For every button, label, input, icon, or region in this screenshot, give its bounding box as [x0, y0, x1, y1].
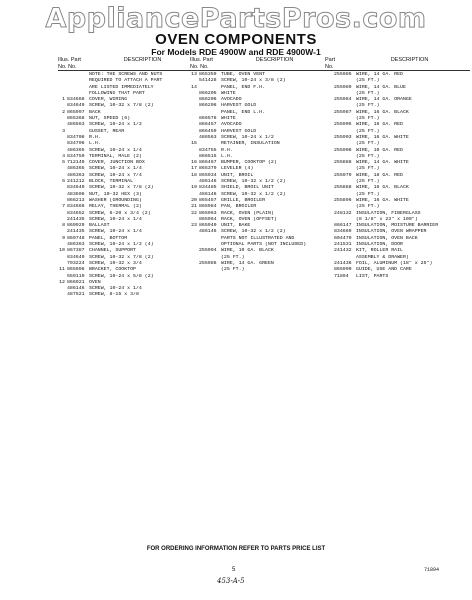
part-number: 865934	[199, 172, 217, 178]
part-description: WIRE, 14 GA. WHITE	[356, 160, 409, 166]
part-description: SCREW, 10-24 x 1/4	[89, 166, 142, 172]
part-number: 241435	[67, 229, 85, 235]
part-description: WIRE, 18 GA. RED	[356, 172, 403, 178]
part-number: 834669	[334, 229, 352, 235]
part-number: 486363	[67, 242, 85, 248]
part-description: (25 FT.)	[221, 267, 245, 273]
part-description: WHITE	[221, 90, 236, 96]
part-description: (25 FT.)	[356, 141, 380, 147]
part-description: FOIL, ALUMINUM (18" x 25")	[356, 260, 433, 266]
part-description: HARVEST GOLD	[221, 103, 257, 109]
illus-number: 1	[62, 97, 65, 103]
illus-number: 2	[62, 109, 65, 115]
illus-number	[190, 267, 199, 273]
part-description: INSULATION, MOISTURE BARRIER	[356, 223, 439, 229]
part-description: PAN, BROILER	[221, 204, 257, 210]
part-number: 866467	[199, 160, 217, 166]
illus-number: 10	[59, 248, 65, 254]
part-number: 865984	[199, 204, 217, 210]
part-number: 255888	[334, 160, 352, 166]
part-number: 255906	[334, 147, 352, 153]
part-number: 834649	[67, 185, 85, 191]
part-number: 255986	[199, 260, 217, 266]
part-number: 834485	[199, 185, 217, 191]
part-description: SCREW, 10-32 x 3/4	[89, 260, 142, 266]
description-header: DESCRIPTION	[390, 57, 429, 63]
part-number: 486563	[67, 122, 85, 128]
part-number: 604470	[334, 235, 352, 241]
part-description: SCREW, 10-32 x 1/2 (2)	[221, 191, 286, 197]
ill-part-header: Illus. Part No. No.	[190, 57, 213, 70]
part-number: 865940	[199, 223, 217, 229]
part-description: (25 FT.)	[356, 78, 380, 84]
part-number: 834666	[67, 204, 85, 210]
part-description: (25 FT.)	[356, 179, 380, 185]
part-description: L.H.	[221, 153, 233, 159]
part-description: BALLAST	[89, 223, 110, 229]
description-header: DESCRIPTION	[123, 57, 162, 63]
part-description: BUMPER, COOKTOP (2)	[221, 160, 277, 166]
part-description: WIRE, 16 GA. WHITE	[356, 134, 409, 140]
illus-number: 23	[191, 223, 197, 229]
illus-number: 17	[191, 166, 197, 172]
part-number: 483608	[67, 191, 85, 197]
part-description: WHITE	[221, 116, 236, 122]
illus-number: 8	[62, 223, 65, 229]
part-number: 865359	[199, 72, 217, 77]
part-description: (25 FT.)	[356, 191, 380, 197]
part-number: 241432	[334, 248, 352, 254]
part-number: 866457	[199, 122, 217, 128]
part-number: 255994	[199, 248, 217, 254]
part-description: SCREW, 10-32 x 7/8 (2)	[89, 103, 154, 109]
part-number: 865379	[199, 166, 217, 172]
parts-column-1	[58, 57, 203, 299]
part-number: 834652	[67, 210, 85, 216]
part-description: (25 FT.)	[356, 166, 380, 172]
part-number: 866147	[334, 223, 352, 229]
illus-number: 15	[191, 141, 197, 147]
part-description: PANEL, END L.H.	[221, 109, 266, 115]
part-number: 486365	[67, 166, 85, 172]
part-description: GUIDE, USE AND CARE	[356, 267, 412, 273]
part-description: RACK, OVEN (OFFSET)	[221, 216, 277, 222]
part-description: (8 1/8" x 23" x 100")	[356, 216, 418, 222]
part-number: 255903	[334, 134, 352, 140]
table-row	[190, 267, 335, 273]
parts-list	[190, 72, 335, 274]
part-description: SCREW, 8-15 x 3/8	[89, 292, 139, 298]
part-description: HARVEST GOLD	[221, 128, 257, 134]
part-description: AVOCADO	[221, 122, 242, 128]
part-description: INSULATION, OVEN BACK	[356, 235, 418, 241]
part-description: L.H.	[89, 141, 101, 147]
part-description: WIRE, 14 GA. GREEN	[221, 260, 274, 266]
part-description: REQUIRED TO ATTACH A PART	[89, 78, 163, 84]
part-description: SCREW, 10-24 x 1/2 (4)	[89, 242, 154, 248]
part-number: 866208	[199, 103, 217, 109]
part-description: ASSEMBLY & DRAWER)	[356, 254, 409, 260]
part-number: 869929	[67, 223, 85, 229]
parts-column-3	[325, 57, 470, 280]
part-description: SCREW, 10-24 x 1/2	[221, 134, 274, 140]
part-description: BACK	[89, 109, 101, 115]
part-description: NUT, SPEED (6)	[89, 116, 131, 122]
part-description: SCREW, 10-32 x 7/8 (2)	[89, 254, 154, 260]
part-number: 486146	[199, 179, 217, 185]
part-description: CHANNEL, SUPPORT	[89, 248, 136, 254]
watermark: AppliancePartsPros.com	[45, 3, 427, 34]
parts-list	[325, 72, 470, 280]
part-number	[199, 267, 221, 273]
illus-number: 3	[62, 128, 65, 134]
illus-number: 19	[191, 185, 197, 191]
part-number: 865997	[67, 109, 85, 115]
illus-number: 4	[62, 153, 65, 159]
parts-column-2	[190, 57, 335, 274]
part-description: SCREW, 6-20 x 3/4 (2)	[89, 210, 151, 216]
part-number: 255985	[334, 72, 352, 77]
part-description: TUBE, OVEN VENT	[221, 72, 266, 77]
illus-number: 14	[191, 84, 197, 90]
part-description: WIRE, 14 GA. RED	[356, 72, 403, 77]
part-description: (25 FT.)	[356, 103, 380, 109]
part-description: WIRE, 16 GA. RED	[356, 122, 403, 128]
part-number: 255984	[334, 97, 352, 103]
part-description: (25 FT.)	[356, 116, 380, 122]
part-description: WIRE, 14 GA. BLUE	[356, 84, 406, 90]
part-number: 793224	[67, 260, 85, 266]
column-header	[325, 57, 470, 71]
illus-number: 12	[59, 279, 65, 285]
illus-number	[325, 274, 334, 280]
illus-number: 21	[191, 204, 197, 210]
part-description: ARE LISTED IMMEDIATELY	[89, 84, 154, 90]
part-description: AVOCADO	[221, 97, 242, 103]
part-number: 834706	[67, 141, 85, 147]
part-description: COVER, WIRING	[89, 97, 128, 103]
part-description: SHIELD, BROIL UNIT	[221, 185, 274, 191]
part-number: 866515	[199, 153, 217, 159]
illus-number: 18	[191, 172, 197, 178]
part-number: 241435	[67, 216, 85, 222]
part-number: 865998	[67, 267, 85, 273]
part-description: SCREW, 10-24 x 1/4	[89, 286, 142, 292]
part-description: INSULATION, OVEN WRAPPER	[356, 229, 427, 235]
part-description: TERMINAL, MALE (2)	[89, 153, 142, 159]
part-number: 865963	[199, 210, 217, 216]
part-description: KIT, ROLLER RAIL	[356, 248, 403, 254]
part-description: LIST, PARTS	[356, 273, 389, 279]
part-description: BLOCK, TERMINAL	[89, 179, 134, 185]
part-number: 712149	[67, 160, 85, 166]
part-description: WIRE, 10 GA. RED	[356, 147, 403, 153]
part-number: 248132	[334, 210, 352, 216]
illus-number: 6	[62, 179, 65, 185]
part-number: 541428	[199, 78, 217, 84]
part-number: 866578	[199, 116, 217, 122]
part-description: (25 FT.)	[356, 90, 380, 96]
part-number: 834649	[67, 254, 85, 260]
part-number: 559119	[67, 273, 85, 279]
part-description: GRILLE, BROILER	[221, 197, 266, 203]
part-number: 241212	[67, 179, 85, 185]
part-description: GUSSET, REAR	[89, 128, 125, 134]
illus-number: 16	[191, 160, 197, 166]
table-row	[58, 292, 203, 298]
part-number: 71894	[334, 273, 349, 279]
part-description: FOLLOWING THAT PART	[89, 90, 145, 96]
part-description: SCREW, 10-24 x 7/4	[89, 172, 142, 178]
column-header	[190, 57, 335, 71]
part-description: UNIT, BROIL	[221, 172, 254, 178]
part-description: OPTIONAL PARTS (NOT INCLUDED)	[221, 242, 307, 248]
part-number: 241436	[334, 260, 352, 266]
illus-number: 20	[191, 197, 197, 203]
column-header	[58, 57, 203, 71]
part-number: 834759	[67, 153, 85, 159]
part-description: SCREW, 10-24 x 3/8 (2)	[221, 78, 286, 84]
part-number: 869748	[67, 235, 85, 241]
part-description: SCREW, 10-24 x 1/4	[89, 229, 142, 235]
part-number: 487521	[67, 292, 85, 298]
part-header: Part No.	[325, 57, 336, 70]
part-description: WIRE, 16 GA. BLACK	[356, 109, 409, 115]
part-description: PARTS NOT ILLUSTRATED AND	[221, 235, 295, 241]
part-number: 255987	[334, 109, 352, 115]
part-description: UNIT, BAKE	[221, 223, 251, 229]
part-number: 866213	[67, 197, 85, 203]
description-header: DESCRIPTION	[255, 57, 294, 63]
part-description: NOTE: THE SCREWS AND NUTS	[89, 72, 163, 77]
part-description: PANEL, BOTTOM	[89, 235, 128, 241]
part-number: 834755	[199, 147, 217, 153]
table-row	[325, 274, 470, 280]
part-description: SCREW, 10-32 x 7/8 (2)	[89, 185, 154, 191]
part-number: 241531	[334, 242, 352, 248]
page-number: 5	[232, 567, 236, 573]
part-description: WIRE, 16 GA. BLACK	[356, 185, 409, 191]
part-number: 255888	[334, 185, 352, 191]
part-description: LEVELER (4)	[221, 166, 254, 172]
part-description: OVEN	[89, 279, 101, 285]
part-description: SCREW, 10-24 x 1/4	[89, 147, 142, 153]
part-description: BRACKET, COOKTOP	[89, 267, 136, 273]
part-number: 486363	[67, 172, 85, 178]
part-description: R.H.	[221, 147, 233, 153]
part-number: 834649	[67, 103, 85, 109]
part-description: (25 FT.)	[356, 153, 380, 159]
part-number: 486146	[199, 191, 217, 197]
part-description: SCREW, 10-32 x 1/2 (2)	[221, 229, 286, 235]
part-description: PANEL, END F.H.	[221, 84, 266, 90]
illus-number: 7	[62, 204, 65, 210]
part-description: RETAINER, INSULATION	[221, 141, 280, 147]
page-subtitle: For Models RDE 4900W and RDE 4900W-1	[151, 47, 321, 57]
part-number: 255979	[334, 172, 352, 178]
part-description: (25 FT.)	[356, 128, 380, 134]
part-description: SCREW, 10-24 x 1/4	[89, 216, 142, 222]
part-description: WASHER (GROUNDING)	[89, 197, 142, 203]
ill-part-header: Illus. Part No. No.	[58, 57, 81, 70]
part-number: 486146	[67, 286, 85, 292]
part-number: 486563	[199, 134, 217, 140]
part-number: 866205	[199, 90, 217, 96]
part-number: 255905	[334, 122, 352, 128]
illus-number	[58, 292, 67, 298]
illus-number: 5	[62, 160, 65, 166]
illus-number: 9	[62, 235, 65, 241]
document-code: 71894	[424, 567, 440, 573]
part-number: 834708	[67, 134, 85, 140]
parts-list	[58, 72, 203, 299]
part-description: INSULATION, DOOR	[356, 242, 403, 248]
page-title: OVEN COMPONENTS	[155, 31, 317, 48]
illus-number: 11	[59, 267, 65, 273]
part-description: SCREW, 10-24 x 1/2	[89, 122, 142, 128]
part-description: (25 FT.)	[356, 204, 380, 210]
part-number: 865990	[334, 267, 352, 273]
part-number: 866206	[199, 97, 217, 103]
part-description: RACK, OVEN (PLAIN)	[221, 210, 274, 216]
part-description: R.H.	[89, 134, 101, 140]
part-number: 865368	[67, 116, 85, 122]
illus-number: 13	[191, 72, 197, 77]
part-number: 865964	[199, 216, 217, 222]
ordering-footer: FOR ORDERING INFORMATION REFER TO PARTS PRICE LIST	[146, 546, 326, 552]
part-description: WIRE, 16 GA. WHITE	[356, 197, 409, 203]
part-description: NUT, 10-32 HEX (3)	[89, 191, 142, 197]
part-description: INSULATION, FIBERGLASS	[356, 210, 421, 216]
part-number: 255896	[334, 197, 352, 203]
part-number: 866459	[199, 128, 217, 134]
part-number: 866921	[67, 279, 85, 285]
part-description: SCREW, 10-32 x 1/2 (2)	[221, 179, 286, 185]
part-description: RELAY, THERMAL (2)	[89, 204, 142, 210]
part-description: WIRE, 14 GA. ORANGE	[356, 97, 412, 103]
part-description: (25 FT.)	[221, 254, 245, 260]
part-description: WIRE, 10 GA. BLACK	[221, 248, 274, 254]
part-number: 486146	[199, 229, 217, 235]
part-number: 255989	[334, 84, 352, 90]
part-description: SCREW, 10-24 x 5/8 (2)	[89, 273, 154, 279]
part-number: 486365	[67, 147, 85, 153]
illus-number: 22	[191, 210, 197, 216]
part-number: 867387	[67, 248, 85, 254]
part-number: 865457	[199, 197, 217, 203]
part-number: 834668	[67, 97, 85, 103]
handwritten-note: 453-A-5	[217, 577, 245, 585]
part-description: COVER, JUNCTION BOX	[89, 160, 145, 166]
